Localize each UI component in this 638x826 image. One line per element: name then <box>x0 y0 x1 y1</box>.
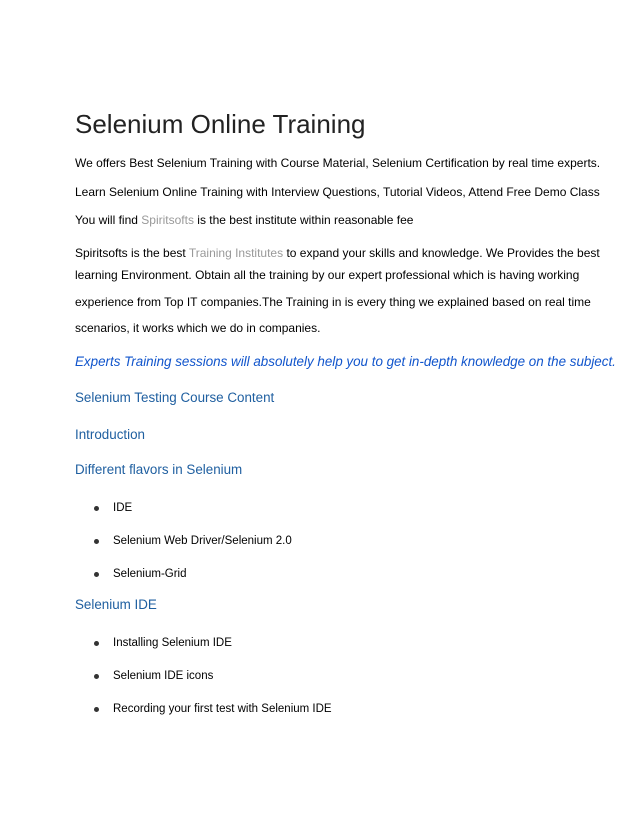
list-item-label: Selenium Web Driver/Selenium 2.0 <box>113 535 292 547</box>
list-item-label: Selenium IDE icons <box>113 670 214 682</box>
heading-course-content: Selenium Testing Course Content <box>75 390 275 405</box>
list-item <box>94 703 332 715</box>
heading-selenium-ide: Selenium IDE <box>75 597 157 612</box>
intro-line-3-after: is the best institute within reasonable fee <box>193 213 414 227</box>
bullet-icon <box>94 707 99 712</box>
list-item-label: Recording your first test with Selenium IDE <box>113 703 332 715</box>
heading-introduction: Introduction <box>75 427 145 442</box>
para2-line-4: scenarios, it works which we do in companies. <box>75 321 321 335</box>
list-item <box>94 637 232 649</box>
list-item <box>94 670 213 682</box>
list-item-label: Installing Selenium IDE <box>113 637 232 649</box>
heading-flavors: Different flavors in Selenium <box>75 462 243 477</box>
bullet-icon <box>94 674 99 679</box>
list-item <box>94 568 187 580</box>
intro-line-1: We offers Best Selenium Training with Course Material, Selenium Certification by real time experts. <box>75 156 601 170</box>
page-title: Selenium Online Training <box>75 109 366 139</box>
para2-line-1-before: Spiritsofts is the best <box>75 246 189 260</box>
bullet-icon <box>94 641 99 646</box>
list-item-label: IDE <box>113 502 133 514</box>
spiritsofts-link[interactable]: Spiritsofts <box>141 213 194 227</box>
para2-line-1 <box>75 246 600 260</box>
intro-line-3-before: You will find <box>75 213 142 227</box>
list-item <box>94 535 292 547</box>
para2-line-3: experience from Top IT companies.The Training in is every thing we explained based on real time <box>75 295 591 309</box>
list-item <box>94 502 132 514</box>
bullet-icon <box>94 506 99 511</box>
bullet-icon <box>94 572 99 577</box>
highlight-text: Experts Training sessions will absolutely help you to get in-depth knowledge on the subject. <box>75 354 616 369</box>
list-item-label: Selenium-Grid <box>113 568 187 580</box>
training-institutes-link[interactable]: Training Institutes <box>188 246 284 260</box>
para2-line-1-after: to expand your skills and knowledge. We Provides the best <box>283 246 600 260</box>
bullet-icon <box>94 539 99 544</box>
intro-line-3 <box>75 213 413 227</box>
para2-line-2: learning Environment. Obtain all the training by our expert professional which is having working <box>75 268 580 282</box>
intro-line-2: Learn Selenium Online Training with Interview Questions, Tutorial Videos, Attend Free Demo Class <box>75 185 600 199</box>
